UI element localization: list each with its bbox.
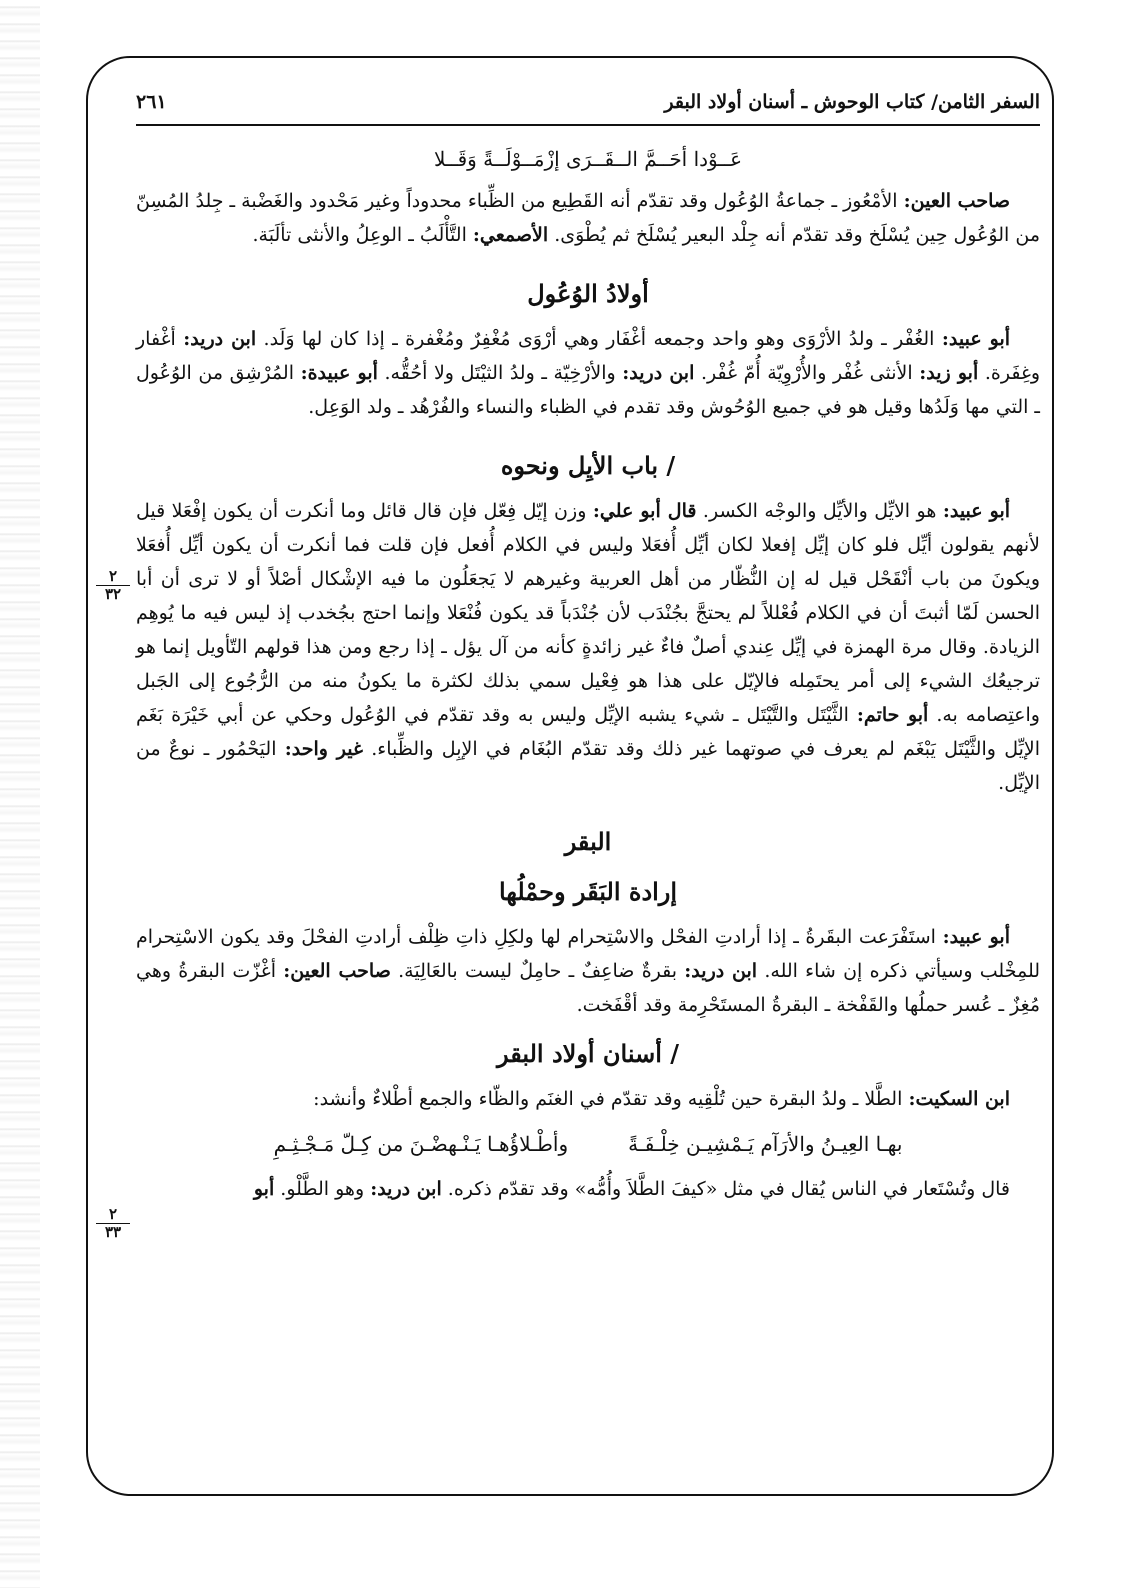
poetry-couplet [136,1126,1040,1162]
header-rule [136,124,1040,126]
speaker-label: ابن دريد: [684,960,758,982]
speaker-label: الأصمعي: [472,224,549,246]
paragraph [136,1172,1040,1206]
speaker-label: ابن دريد: [183,328,257,350]
paragraph-text: هو الايِّل والأيِّل والوجْه الكسر. [702,500,937,522]
speaker-label: أبو عبيد: [942,500,1011,522]
speaker-label: أبو زيد: [919,362,979,384]
paragraph-text: اليَحْمُور ـ نوعٌ من الإيِّل. [136,738,1040,794]
paragraph-text: والأرْخِيّة ـ ولدُ الثيْتَل ولا أحُقُّه. [384,362,616,384]
speaker-label: ابن السكيت: [908,1088,1010,1110]
speaker-label: أبو [253,1178,275,1200]
speaker-label: صاحب العين: [903,190,1010,212]
section-heading: أولادُ الوُعُول [527,279,649,308]
scan-edge-shadow [0,0,40,1588]
section-heading: البقر [564,827,612,856]
paragraph-text: التَّأْلَبُ ـ الوعِلُ والأنثى تألَبَة. [252,224,467,246]
paragraph-text: المُرْشِق من الوُعُول ـ التي مها وَلَدُها وقيل هو في جميع الوُحُوش وقد تقدم في الظباء والنساء والفُرْهُد ـ ولد الوَعِل. [136,362,1040,418]
section-heading: إرادة البَقَر وحمْلُها [498,877,678,906]
running-header [136,84,1040,120]
speaker-label: قال أبو علي: [592,500,697,522]
paragraph-text: الطَّلا ـ ولدُ البقرة حين تُلْقِيه وقد تقدّم في الغنَم والظّاء والجمع أطْلاءٌ وأنشد: [313,1088,903,1110]
paragraph-text: أغْزّت البقرةُ وهي مُغِزٌ ـ عُسر حملُها والقَفْخة ـ البقرةُ المستَحْرِمة وقد أقْفَخت. [136,960,1040,1016]
couplet-second-hemistich: وأطْـلاؤُهـا يَـنْـهضْـنَ من كِـلّ مَـجْـثِـمِ [273,1132,569,1156]
header-title: السفر الثامن/ كتاب الوحوش ـ أسنان أولاد البقر [664,91,1040,113]
paragraph-text: الأنثى غُفْر والأُرْوِيّة أُمّ غُفْر. [701,362,913,384]
speaker-label: أبو عبيد: [941,328,1011,350]
couplet-first-hemistich: بهـا العِيـنُ والأرَآم يَـمْشِيـن خِلْـفَـةً [628,1132,903,1156]
speaker-label: أبو عبيدة: [300,362,378,384]
page-content [136,140,1040,1216]
speaker-label: ابن دريد: [370,1178,442,1200]
paragraph [136,1082,1040,1116]
section-heading: / أسنان أولاد البقر [496,1039,680,1068]
paragraph-text: بقرةٌ ضاعِفٌ ـ حامِلٌ ليست بالعَالِيَة. [398,960,678,982]
speaker-label: ابن دريد: [622,362,695,384]
speaker-label: أبو حاتم: [856,704,929,726]
section-heading: / باب الأيِل ونحوه [500,451,676,480]
margin-note-numerator: ٢ [96,568,130,586]
paragraph [136,322,1040,424]
paragraph [136,920,1040,1022]
margin-note-32 [96,568,130,603]
paragraph-text: أغْفار وغِفَرة. [136,328,1041,384]
page-number: ٢٦١ [136,91,167,113]
paragraph-text: استَفْرَعت البقَرةُ ـ إذا أرادتِ الفحْل والاسْتِحرام لها ولكِلِ ذاتِ ظِلْف أرادتِ الفحْلَ وقد يكون الاسْتِحرام للمِخْلب وسيأتي ذكره إن شاء الله. [136,926,1041,982]
paragraph-text: وزن إيّل فِعّل فإن قال قائل وما أنكرت أن يكون إفْعَلا قيل لأنهم يقولون أيِّل فلو كان إيِّل إفعلا لكان أيِّل أُفعَلا وليس في الكلام أُفعل فإن قلت فما أنكرت أن يكون أيِّل أُفعَلا ويكونَ من باب أنْقَحْل قيل له إن النُّظّار من أهل العربية وغيرهم لا يَجعَلُون ما فيه الإشْكال أصْلاً أو لا ترى أن أبا الحسن لَمّا أثبتَ أن في الكلام فُعْللاً لم يحتجَّ بجُنْدَب لأن جُنْدَباً قد يكون فُنْعَلا وإنما احتج بجُخدب إذ ليس فيه ما يُوهِم الزيادة. وقال مرة الهمزة في إيِّل عِندي أصلٌ فاءٌ غير زائدةٍ كأنه من آل يؤل ـ إذا رجع ومن هذا قولهم التّأويل إنما هو ترجيعُك الشيء إلى أمر يحتَمِله فالإيّل على هذا هو فِعْيل سمي بذلك لكثرة ما يكونُ منه من الرُّجُوع إلى الجَبل واعتِصامه به. [136,500,1040,726]
paragraph [136,494,1040,800]
margin-note-denominator: ٣٢ [104,585,122,603]
margin-note-denominator: ٣٣ [104,1223,122,1241]
paragraph-text: الثَّيْتَل والتَّيْتَل ـ شيء يشبه الإيِّل وليس به وقد تقدّم في الوُعُول وحكي عن أبي خَيْرَة بَغَم الإيِّل والثَّيْتَل يَبْغَم لم يعرف في صوتهما غير ذلك وقد تقدّم البُغَام في الإبِل والظِّباء. [136,704,1040,760]
paragraph-text: الغُفْر ـ ولدُ الأرْوَى وهو واحد وجمعه أغْفَار وهي أرْوَى مُغْفِرٌ ومُغْفرة ـ إذا كان لها وَلَد. [263,328,935,350]
speaker-label: صاحب العين: [283,960,391,982]
paragraph [136,184,1040,252]
margin-note-33 [96,1206,130,1241]
speaker-label: غير واحد: [284,738,363,760]
speaker-label: أبو عبيد: [942,926,1010,948]
paragraph-text: قال وتُسْتَعار في الناس يُقال في مثل «كيفَ الطَّلاَ وأُمُّه» وقد تقدّم ذكره. [447,1178,1010,1200]
paragraph-text: وهو الطَّلْو. [280,1178,365,1200]
verse-line: عَــوْدا أحَــمَّ الــقَــرَى إزْمَــوْلَــةً وَقَــلا [433,147,743,171]
paragraph-text: الأمْعُوز ـ جماعةُ الوُعُول وقد تقدّم أنه القَطِيع من الظِّباء محدوداً وغير مَحْدود والغَضْبة ـ جِلدُ المُسِنّ من الوُعُول حِين يُسْلَخ وقد تقدّم أنه جِلْد البعير يُسْلَخ ثم يُطْوَى. [135,190,1040,246]
margin-note-numerator: ٢ [96,1206,130,1224]
